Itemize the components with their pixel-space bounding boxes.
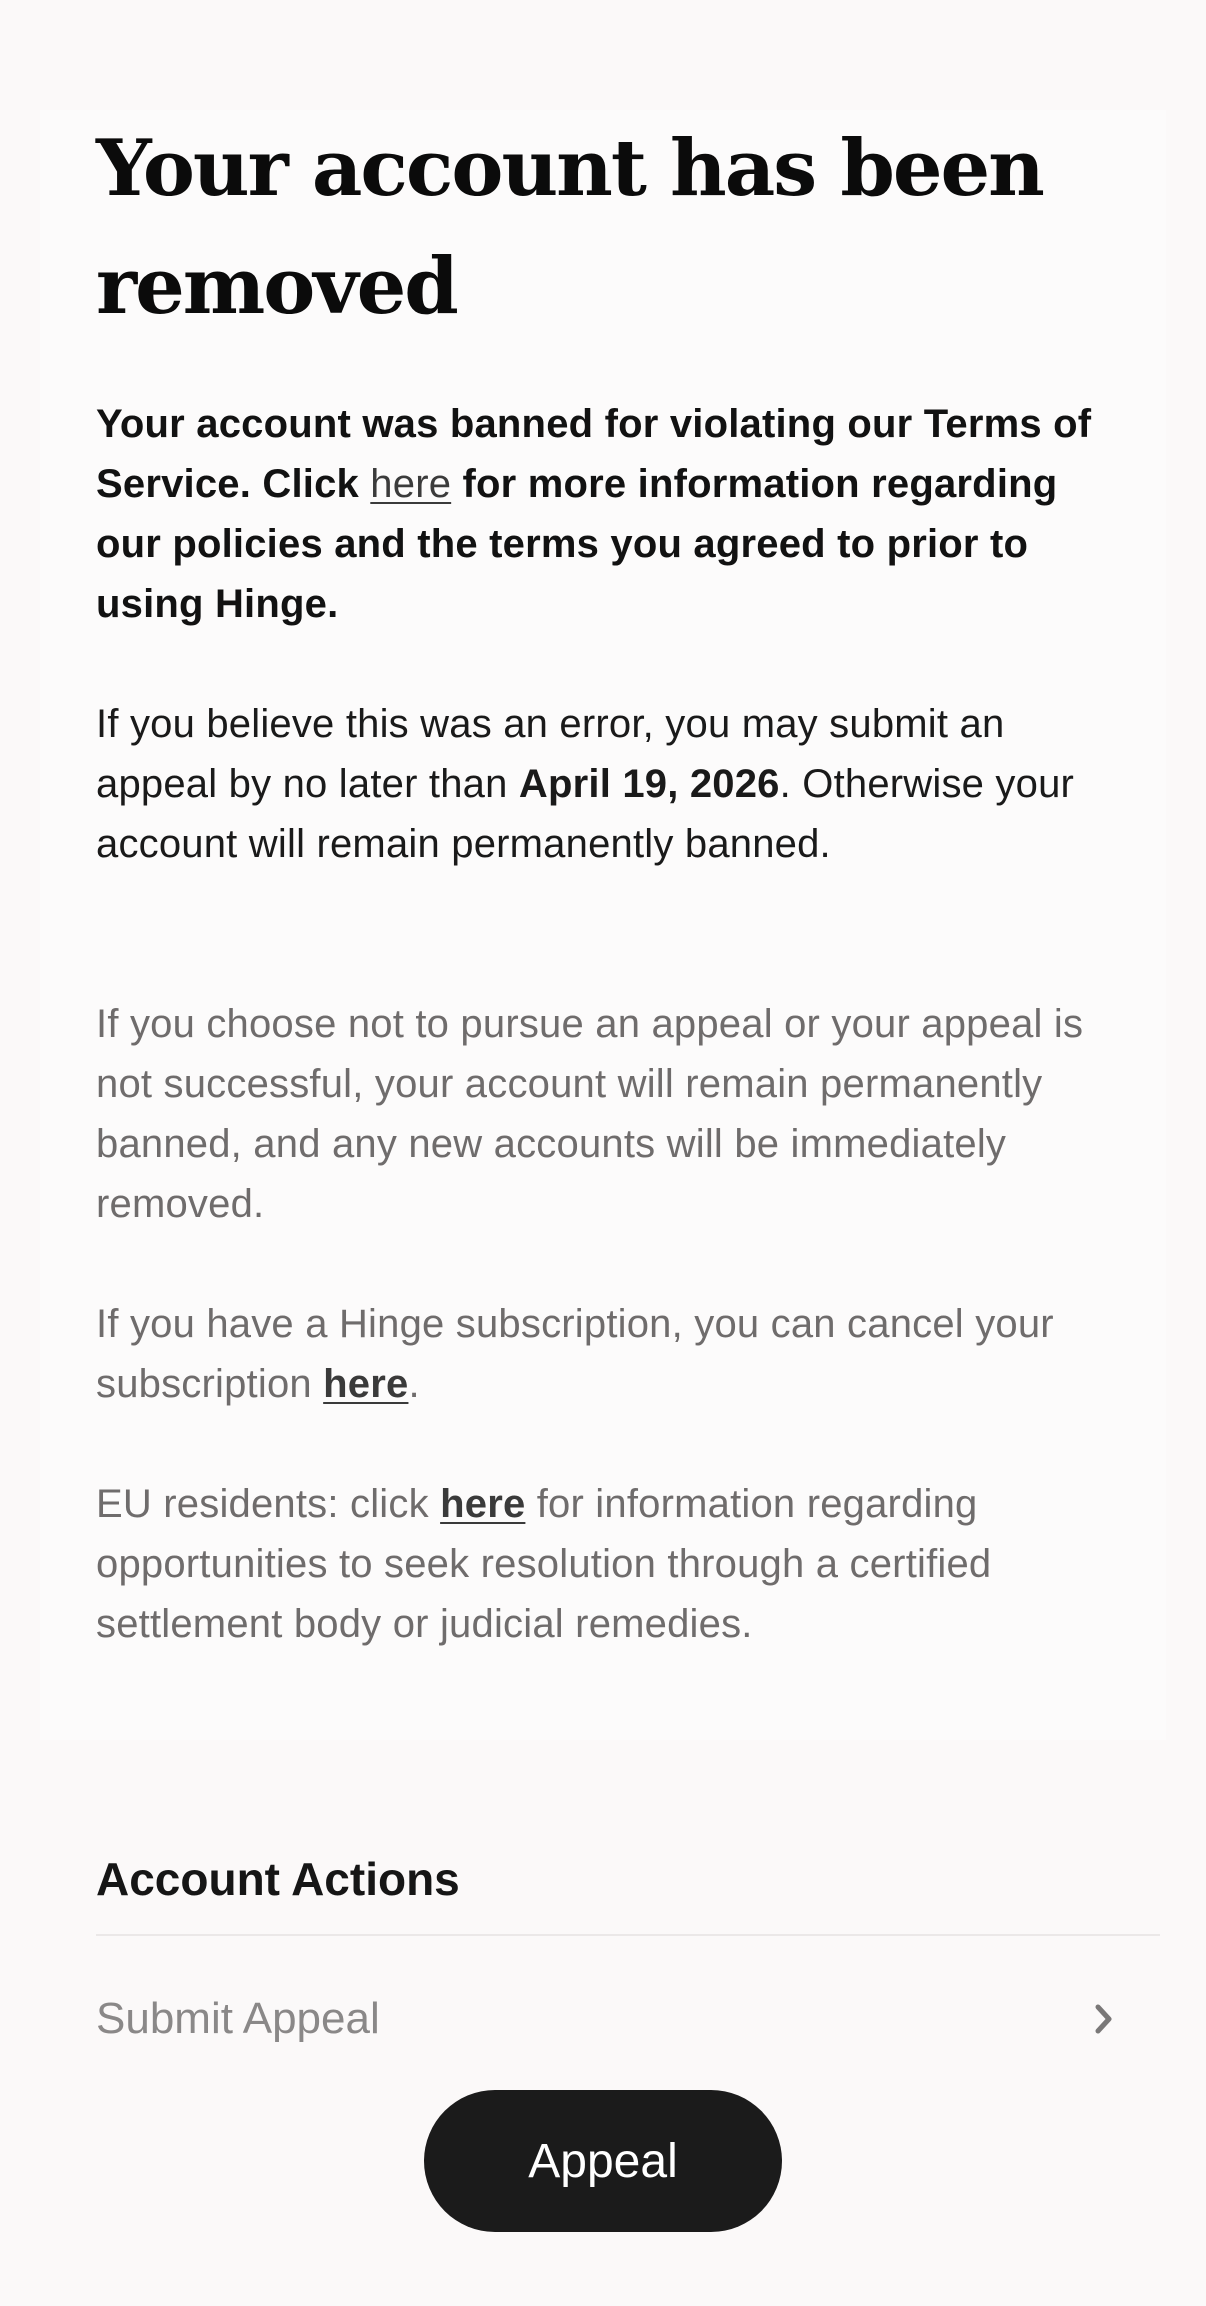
cancel-subscription-link[interactable]: here: [323, 1362, 409, 1406]
account-actions-heading: Account Actions: [96, 1853, 460, 1905]
appeal-deadline-date: April 19, 2026: [518, 762, 780, 806]
main-content: [96, 110, 1126, 1654]
submit-appeal-row[interactable]: [96, 1984, 1126, 2054]
terms-info-link[interactable]: here: [370, 462, 452, 506]
page-title: Your account has been removed: [96, 123, 1043, 332]
chevron-right-icon: [1086, 2001, 1122, 2037]
section-divider: [96, 1934, 1160, 1936]
ban-reason-text: Your account was banned for violating our Terms of Service. Click here for more information regarding our policies and the terms you agreed to prior to using Hinge.: [96, 402, 1092, 626]
subscription-text: If you have a Hinge subscription, you can cancel your subscription here.: [96, 1302, 1054, 1406]
eu-resolution-link[interactable]: here: [440, 1482, 526, 1526]
appeal-deadline-text: If you believe this was an error, you may submit an appeal by no later than April 19, 2026. Otherwise your account will remain permanently banned.: [96, 702, 1075, 866]
submit-appeal-label: Submit Appeal: [96, 1994, 380, 2043]
no-appeal-warning-text: If you choose not to pursue an appeal or your appeal is not successful, your account will remain permanently banned, and any new accounts will be immediately removed.: [96, 1002, 1084, 1226]
appeal-button[interactable]: Appeal: [424, 2090, 782, 2232]
eu-residents-text: EU residents: click here for information regarding opportunities to seek resolution through a certified settlement body or judicial remedies.: [96, 1482, 992, 1646]
